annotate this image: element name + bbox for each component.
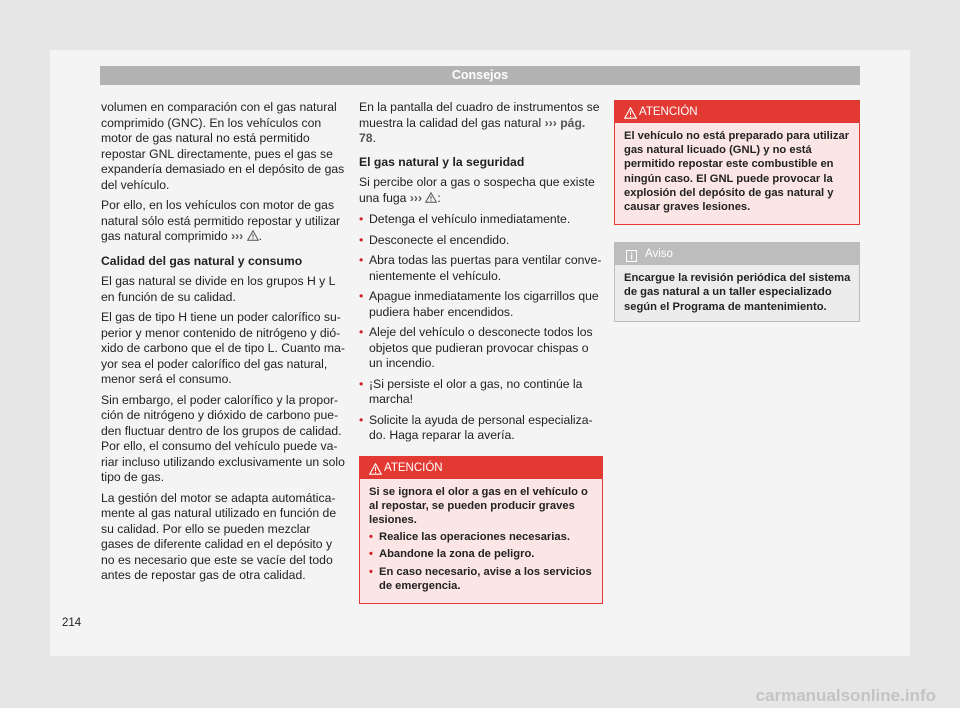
warning-box-body	[360, 479, 602, 603]
warning-title: ATENCIÓN	[639, 106, 698, 118]
list-item: • Desconecte el encendido.	[359, 232, 510, 247]
warning-triangle-icon[interactable]	[247, 230, 259, 246]
list-item: • Aleje del vehículo o desconecte todos los objetos que pudieran provocar chispas o un incendio.	[359, 325, 593, 370]
list-item: • En caso necesario, avise a los servicios de emergencia.	[369, 565, 592, 592]
paragraph: Sin embargo, el poder calorífico y la proporción de nitrógeno y dióxido de carbono pueden fluctuar dentro de los grupos de calidad. Por ello, el consumo del vehículo puede variar incluso utilizando exclusivamente un solo tipo de gas.	[101, 392, 345, 484]
cross-reference-arrows[interactable]: ›››	[231, 229, 244, 243]
info-icon	[626, 248, 637, 270]
paragraph: Por ello, en los vehículos con motor de gas natural sólo está permitido repostar y utilizar gas natural comprimido ››› .	[101, 198, 345, 246]
page-number: 214	[62, 617, 82, 629]
list-item: • Solicite la ayuda de personal especializado. Haga reparar la avería.	[359, 412, 593, 442]
list-item: • Realice las operaciones necesarias.	[369, 531, 570, 544]
list-item: • ¡Si persiste el olor a gas, no continúe la marcha!	[359, 376, 583, 406]
warning-box-header	[615, 101, 859, 123]
page-reference-link[interactable]: pág. 78	[359, 115, 586, 145]
section-heading: El gas natural y la seguridad	[359, 154, 525, 169]
paragraph: El gas de tipo H tiene un poder calorífico superior y menor contenido de nitrógeno y dióxido de carbono que el de tipo L. Cuanto mayor sea el poder calorífico del gas natural, menor será el consumo.	[101, 310, 345, 386]
list-item: • Abra todas las puertas para ventilar convenientemente el vehículo.	[359, 253, 602, 283]
note-text: Encargue la revisión periódica del sistema de gas natural a un taller especializado según el Programa de mantenimiento.	[624, 272, 851, 313]
bullet-list	[359, 212, 603, 444]
note-title: Aviso	[645, 248, 673, 261]
warning-triangle-icon	[624, 105, 637, 127]
column-right	[614, 100, 860, 322]
list-item: • Abandone la zona de peligro.	[369, 548, 535, 561]
paragraph: El gas natural se divide en los grupos H y L en función de su calidad.	[101, 274, 335, 304]
warning-title: ATENCIÓN	[384, 461, 443, 474]
column-left	[101, 100, 345, 589]
column-middle	[359, 100, 603, 604]
section-heading: Calidad del gas natural y consumo	[101, 253, 303, 268]
warning-box	[359, 456, 603, 604]
list-item: • Apague inmediatamente los cigarrillos que pudiera haber encendidos.	[359, 289, 599, 319]
cross-reference-arrows[interactable]: ›››	[544, 115, 557, 130]
warning-text: Si se ignora el olor a gas en el vehículo o al repostar, se pueden producir graves lesiones.	[369, 485, 588, 526]
note-box	[614, 242, 860, 322]
paragraph: volumen en comparación con el gas natural comprimido (GNC). En los vehículos con motor de gas natural no está permitido repostar GNL directamente, pues el gas se expandería demasiado en el depósito de gas del vehículo.	[101, 100, 345, 192]
watermark: carmanualsonline.info	[755, 686, 936, 705]
warning-box-header	[360, 457, 602, 479]
note-box-body	[615, 265, 859, 321]
paragraph: En la pantalla del cuadro de instrumentos se muestra la calidad del gas natural ››› pág. 78.	[359, 100, 600, 145]
section-header: Consejos	[100, 66, 860, 85]
warning-box-body	[615, 123, 859, 224]
warning-triangle-icon[interactable]	[425, 192, 437, 208]
warning-text: El vehículo no está preparado para utilizar gas natural licuado (GNL) y no está permitido repostar este combustible en ningún caso. El GNL puede provocar la explosión del depósito de gas natural y causar graves lesiones.	[624, 130, 850, 214]
list-item: • Detenga el vehículo inmediatamente.	[359, 212, 571, 226]
paragraph: La gestión del motor se adapta automáticamente al gas natural utilizado en función de su calidad. Por ello se pueden mezclar gases de diferente calidad en el depósito y no es necesario que este se vacíe del todo antes de repostar gas de otra calidad.	[101, 490, 337, 582]
paragraph: Si percibe olor a gas o sospecha que existe una fuga ››› :	[359, 175, 603, 207]
warning-box	[614, 100, 860, 225]
note-box-header	[615, 243, 859, 265]
cross-reference-arrows[interactable]: ›››	[409, 190, 423, 205]
warning-triangle-icon	[369, 461, 382, 483]
